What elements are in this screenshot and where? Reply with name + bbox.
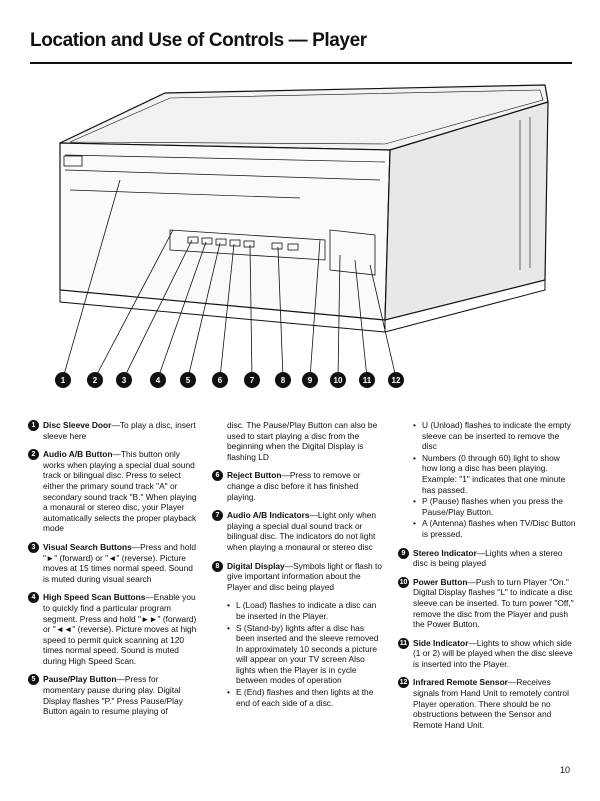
control-term: Pause/Play Button xyxy=(43,674,117,685)
title-rule xyxy=(30,62,572,64)
control-term: Disc Sleeve Door xyxy=(43,420,112,430)
symbol-description: (Unload) flashes to indicate the empty sleeve can be inserted to remove the disc xyxy=(422,420,571,452)
symbol-description: (Antenna) flashes when TV/Disc Button is pressed. xyxy=(422,518,576,539)
control-term: Side Indicator xyxy=(413,637,469,648)
number-badge: 3 xyxy=(28,542,39,553)
callout-9: 9 xyxy=(307,376,313,385)
number-badge: 1 xyxy=(28,420,39,431)
control-term: Audio A/B Indicators xyxy=(227,510,310,521)
control-description: —Push to turn Player "On." Digital Display flashes "L" to indicate a disc sleeve can be inserted. To turn power "Off," remove the disc from the Player and push the Power Button. xyxy=(413,576,574,630)
control-entry xyxy=(28,420,198,441)
symbol-bullet: • L (Load) flashes to indicate a disc can be inserted in the Player. xyxy=(227,600,377,621)
description-column-3 xyxy=(398,420,576,738)
callout-12: 12 xyxy=(391,376,401,385)
number-badge: 12 xyxy=(399,679,408,687)
symbol-bullet: • Numbers (0 through 60) light to show how long a disc has been playing. Example: "1" indicates that one minute has passed. xyxy=(413,452,566,495)
control-description: —Receives signals from Hand Unit to remotely control Player operation. There should be no obstructions between the Sensor and Remote Hand Unit. xyxy=(413,677,569,730)
continuation-text: disc. The Pause/Play Button can also be used to start playing a disc from the beginning when the Digital Display is flashing xyxy=(227,420,378,462)
control-entry xyxy=(28,674,198,716)
display-symbol: P xyxy=(422,496,428,507)
number-badge: 2 xyxy=(28,449,39,460)
display-symbol: L xyxy=(236,600,241,611)
callout-8: 8 xyxy=(280,376,286,385)
number-badge: 8 xyxy=(212,561,223,572)
number-badge: 6 xyxy=(212,470,223,481)
callout-3: 3 xyxy=(121,376,127,385)
control-entry xyxy=(398,638,576,670)
callout-2: 2 xyxy=(92,376,98,385)
number-badge: 7 xyxy=(212,510,223,521)
callout-1: 1 xyxy=(60,376,66,385)
display-symbol: LD xyxy=(258,451,269,462)
symbol-description: (Pause) flashes when you press the Pause/Play Button. xyxy=(422,496,563,517)
control-entry xyxy=(398,577,576,630)
callout-10: 10 xyxy=(333,376,343,385)
control-entry xyxy=(212,561,384,593)
control-entry xyxy=(398,677,576,730)
page-title: Location and Use of Controls — Player xyxy=(30,30,367,51)
display-symbol: E xyxy=(236,687,242,698)
control-term: Stereo Indicator xyxy=(413,547,477,558)
symbol-bullet: • U (Unload) flashes to indicate the empty sleeve can be inserted to remove the disc xyxy=(413,420,571,452)
control-description: —Lights when a stereo disc is being played xyxy=(413,547,563,569)
control-description: —This button only works when playing a special dual sound track or bilingual disc. Press to select either the primary sound track "A" or secondary sound track "B." When playing a monaural or stereo disc, your Player automatically selects the proper playback mode xyxy=(43,449,197,534)
control-term: Reject Button xyxy=(227,470,282,481)
player-illustration xyxy=(40,80,560,405)
display-symbol: S xyxy=(236,622,242,633)
control-description: —Press for momentary pause during play. Digital Display flashes "P." Press Pause/Play Button again to resume playing of xyxy=(43,674,183,717)
control-term: Visual Search Buttons xyxy=(43,541,132,552)
symbol-description: Numbers (0 through 60) light to show how long a disc has been playing. Example: "1" indicates that one minute has passed. xyxy=(422,452,566,495)
number-badge: 5 xyxy=(28,674,39,685)
control-entry xyxy=(28,592,198,666)
display-symbol: A xyxy=(422,518,428,529)
display-symbol-list xyxy=(212,600,384,708)
control-entry xyxy=(212,470,384,502)
control-term: Power Button xyxy=(413,576,468,587)
control-entry xyxy=(398,548,576,569)
control-description: —Light only when playing a special dual sound track or bilingual disc. The indicators do not light when playing a monaural or stereo disc xyxy=(227,510,377,552)
description-column-1 xyxy=(28,420,198,725)
symbol-bullet: • E (End) flashes and then lights at the end of each side of a disc. xyxy=(227,687,374,708)
callout-5: 5 xyxy=(185,376,191,385)
control-description: —Lights to show which side (1 or 2) will be played when the disc sleeve is inserted into the Player. xyxy=(413,637,573,669)
symbol-bullet: • A (Antenna) flashes when TV/Disc Button is pressed. xyxy=(413,518,576,539)
control-term: Audio A/B Button xyxy=(43,449,113,460)
callout-11: 11 xyxy=(362,376,372,385)
symbol-description: (Stand-by) lights after a disc has been inserted and the sleeve removed In approximately 10 seconds a picture will appear on your TV screen Also lights when the Player is in cycle between modes of operation xyxy=(236,622,379,686)
display-symbol-list xyxy=(398,420,576,540)
control-description: —Press to remove or change a disc before it has finished playing. xyxy=(227,470,361,502)
number-badge: 9 xyxy=(398,548,409,559)
callout-badges xyxy=(55,372,404,388)
callout-7: 7 xyxy=(249,376,255,385)
control-description: —Press and hold "►" (forward) or "◄" (reverse). Picture moves at 15 times normal speed. Sound is muted during visual search xyxy=(43,541,196,584)
symbol-bullet: • S (Stand-by) lights after a disc has been inserted and the sleeve removed In approximately 10 seconds a picture will appear on your TV screen Also lights when the Player is in cycle between modes of operation xyxy=(227,622,379,686)
description-column-2 xyxy=(212,420,384,716)
control-description: —Symbols light or flash to give important information about the Player and disc being played xyxy=(227,560,383,592)
callout-6: 6 xyxy=(217,376,223,385)
control-entry xyxy=(212,510,384,552)
control-term: Digital Display xyxy=(227,560,285,571)
page-number: 10 xyxy=(559,765,570,775)
symbol-description: (Load) flashes to indicate a disc can be inserted in the Player. xyxy=(236,600,377,621)
control-term: Infrared Remote Sensor xyxy=(413,677,508,688)
control-term: High Speed Scan Buttons xyxy=(43,592,146,603)
control-entry xyxy=(28,542,198,584)
number-badge: 10 xyxy=(399,578,408,586)
control-entry xyxy=(28,449,198,534)
control-description: —To play a disc, insert sleeve here xyxy=(43,420,196,441)
number-badge: 4 xyxy=(28,592,39,603)
display-symbol: U xyxy=(422,420,429,430)
number-badge: 11 xyxy=(399,639,408,647)
callout-4: 4 xyxy=(155,376,161,385)
symbol-bullet: • P (Pause) flashes when you press the Pause/Play Button. xyxy=(413,496,563,517)
symbol-description: (End) flashes and then lights at the end of each side of a disc. xyxy=(236,687,374,708)
continued-text xyxy=(212,420,384,462)
control-description: —Enable you to quickly find a particular program segment. Press and hold "►►" (forward) or "◄◄" (reverse). Picture moves at high speed to permit quick scanning at 120 times normal speed. Sound is muted during High Speed Scan. xyxy=(43,592,197,666)
